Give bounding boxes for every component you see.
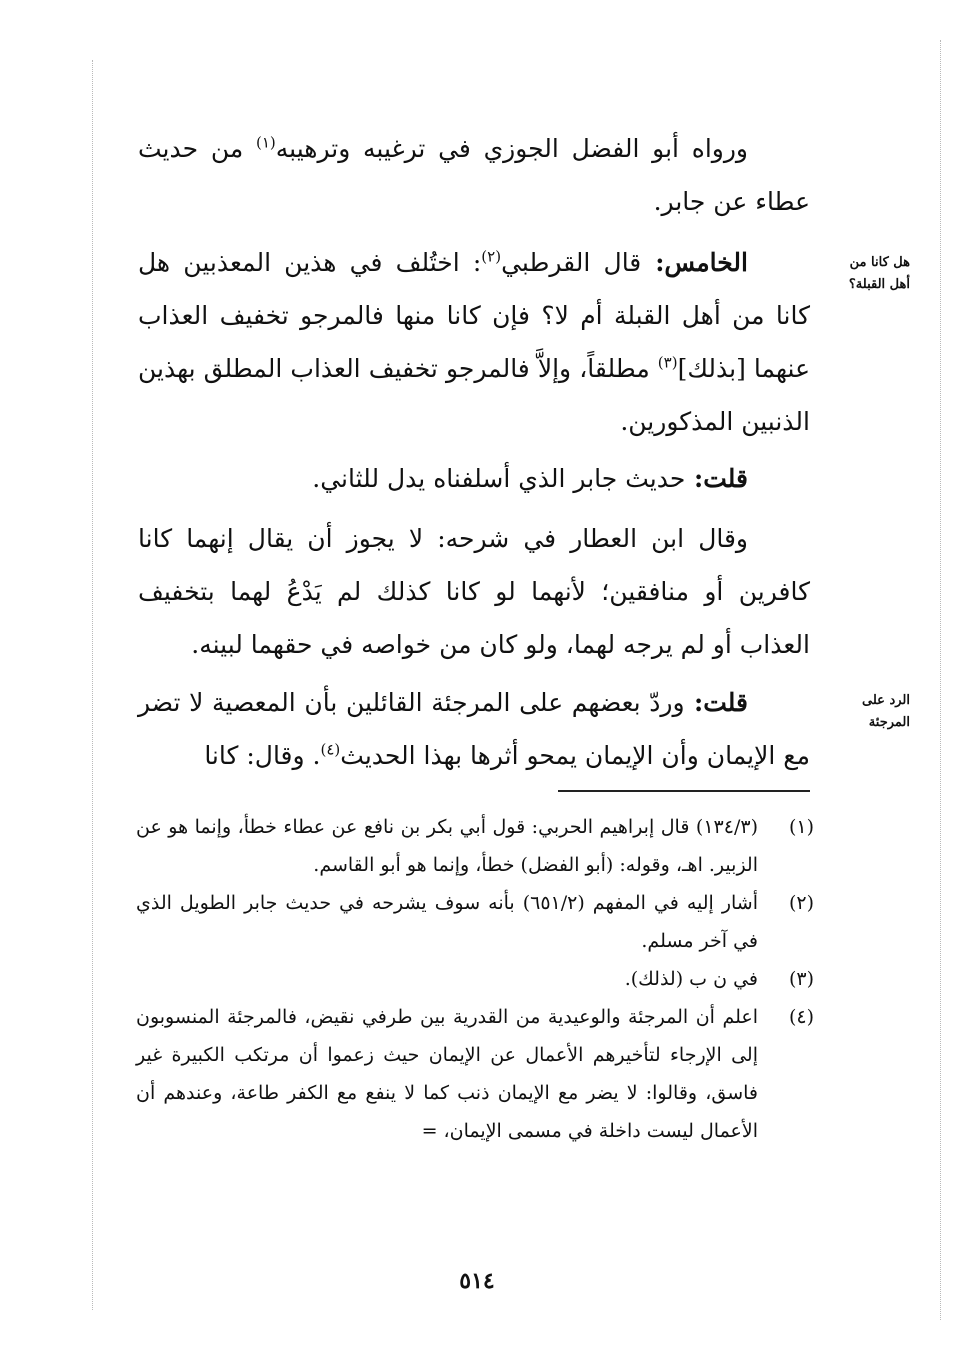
footnote [136, 998, 814, 1150]
footnotes [136, 808, 814, 1150]
margin-note: هل كانا من أهل القبلة؟ [848, 255, 910, 292]
paragraph-text: وقال ابن العطار في شرحه: لا يجوز أن يقال إنهما كانا كافرين أو منافقين؛ لأنهما لو كانا كذلك لم يَدْعُ لهما بتخفيف العذاب أو لم يرجه لهما، ولو كان من خواصه في حقهما لبينه. [138, 524, 810, 659]
footnote-text: اعلم أن المرجئة والوعيدية من القدرية بين طرفي نقيض، فالمرجئة المنسوبون إلى الإرجاء لتأخيرهم الأعمال عن الإيمان حيث زعموا أن مرتكب الكبيرة غير فاسق، وقالوا: لا يضر مع الإيمان ذنب كما لا ينفع مع الكفر طاعة، وعندهم أن الأعمال ليست داخلة في مسمى الإيمان، = [136, 1006, 758, 1142]
body-paragraph [138, 452, 810, 505]
footnote-ref: (٣) [657, 353, 678, 372]
body-paragraph [138, 122, 810, 228]
footnote-text: (١٣٤/٣) قال إبراهيم الحربي: قول أبي بكر بن نافع عن عطاء خطأ، وإنما هو عن الزبير. اهـ، وقوله: (أبو الفضل) خطأ، وإنما هو أبو القاسم. [136, 816, 758, 876]
paragraph-text: قال القرطبي [501, 248, 642, 277]
footnote [136, 808, 814, 884]
footnote-number: (١) [788, 816, 814, 838]
footnote-ref: (١) [256, 133, 276, 152]
paragraph-lead: قلت: [684, 688, 748, 717]
body-paragraph [138, 512, 810, 671]
body-paragraph [138, 236, 810, 448]
margin-note: الرد على المرجئة [862, 693, 910, 730]
paragraph-text: : اختُلف في هذين المعذبين هل كانا من أهل القبلة أم لا؟ فإن كانا منها فالمرجو تخفيف العذاب عنهما [بذلك] [138, 248, 810, 383]
paragraph-text: وردّ بعضهم على المرجئة القائلين بأن المعصية لا تضر مع الإيمان وأن الإيمان يمحو أثرها بهذا الحديث [138, 688, 810, 770]
footnote-separator [558, 790, 810, 792]
footnote-ref: (٢) [481, 247, 502, 266]
paragraph-text: . وقال: كانا [204, 741, 321, 770]
footnote [136, 960, 814, 998]
paragraph-text: من حديث عطاء عن جابر. [138, 134, 810, 216]
footnote-ref: (٤) [320, 740, 341, 759]
footnote-number: (٤) [788, 1006, 814, 1028]
paragraph-text: ورواه أبو الفضل الجوزي في ترغيبه وترهيبه [275, 134, 748, 163]
paragraph-lead: قلت: [685, 464, 748, 493]
paragraph-text: حديث جابر الذي أسلفناه يدل للثاني. [312, 464, 686, 493]
scan-edge-line [940, 40, 941, 1320]
paragraph-lead: الخامس: [641, 248, 749, 277]
paragraph-text: مطلقاً، وإلاَّ فالمرجو تخفيف العذاب المطلق بهذين الذنبين المذكورين. [138, 354, 810, 436]
scan-edge-line [92, 60, 93, 1310]
footnote-number: (٢) [788, 892, 814, 914]
footnote-text: أشار إليه في المفهم (٦٥١/٢) بأنه سوف يشرحه في حديث جابر الطويل الذي في آخر مسلم. [136, 892, 758, 952]
footnote [136, 884, 814, 960]
footnote-text: في ن ب (لذلك). [624, 968, 758, 990]
footnote-number: (٣) [788, 968, 814, 990]
page-number: ٥١٤ [459, 1268, 495, 1294]
body-paragraph [138, 676, 810, 782]
